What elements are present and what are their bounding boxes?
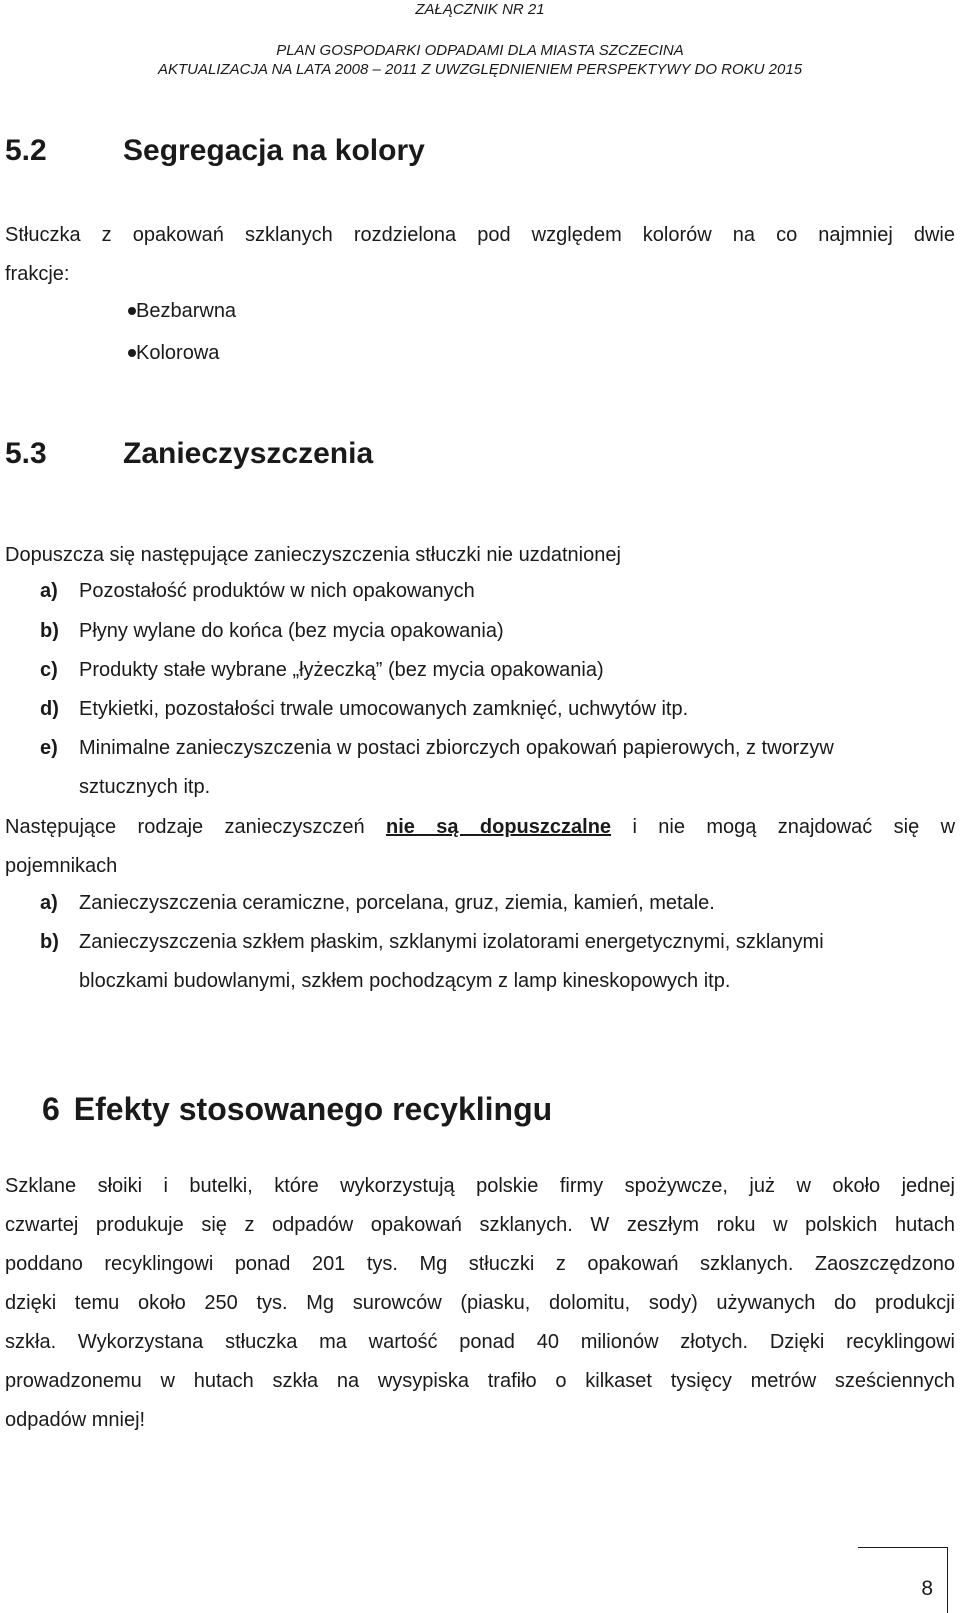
paragraph-line — [5, 808, 955, 847]
section-number: 6 — [42, 1091, 60, 1127]
paragraph-line: pojemnikach — [5, 855, 118, 877]
list-label: b) — [40, 620, 59, 642]
paragraph-line: prowadzonemu w hutach szkła na wysypiska trafiło o kilkaset tysięcy metrów sześciennych — [5, 1370, 955, 1392]
paragraph-line: poddano recyklingowi ponad 201 tys. Mg stłuczki z opakowań szklanych. Zaoszczędzono — [5, 1253, 955, 1275]
bullet-item: Bezbarwna — [136, 300, 237, 322]
list-label: a) — [40, 580, 58, 602]
section-5-3-heading — [5, 436, 373, 472]
paragraph-line: Stłuczka z opakowań szklanych rozdzielona pod względem kolorów na co najmniej dwie — [5, 224, 955, 246]
list-text: Pozostałość produktów w nich opakowanych — [79, 580, 475, 602]
paragraph-line: dzięki temu około 250 tys. Mg surowców (piasku, dolomitu, sody) używanych do produkcji — [5, 1292, 955, 1314]
section-number: 5.2 — [5, 134, 47, 167]
paragraph-line: odpadów mniej! — [5, 1409, 146, 1431]
section-title: Efekty stosowanego recyklingu — [73, 1091, 553, 1127]
emphasis-underlined: nie są dopuszczalne — [386, 816, 612, 838]
list-label: e) — [40, 737, 58, 759]
section-title: Zanieczyszczenia — [123, 437, 374, 470]
section-5-2-heading — [5, 133, 425, 169]
header-update: AKTUALIZACJA NA LATA 2008 – 2011 Z UWZGLĘDNIENIEM PERSPEKTYWY DO ROKU 2015 — [157, 61, 803, 78]
paragraph-line: Szklane słoiki i butelki, które wykorzystują polskie firmy spożywcze, już w około jednej — [5, 1175, 955, 1197]
list-label: d) — [40, 698, 59, 720]
list-text: Etykietki, pozostałości trwale umocowanych zamknięć, uchwytów itp. — [79, 698, 689, 720]
list-text-continuation: sztucznych itp. — [79, 776, 211, 798]
list-text-continuation: bloczkami budowlanymi, szkłem pochodzącym z lamp kineskopowych itp. — [79, 970, 731, 992]
paragraph-line: czwartej produkuje się z odpadów opakowań szklanych. W zeszłym roku w polskich hutach — [5, 1214, 955, 1236]
paragraph-line: szkła. Wykorzystana stłuczka ma wartość ponad 40 milionów złotych. Dzięki recyklingowi — [5, 1331, 955, 1353]
paragraph-line: Dopuszcza się następujące zanieczyszczenia stłuczki nie uzdatnionej — [5, 544, 621, 566]
list-label: b) — [40, 931, 59, 953]
bullet-dot — [128, 307, 136, 315]
paragraph-line: frakcje: — [5, 263, 70, 285]
text-run: i nie mogą znajdować się w — [632, 816, 956, 838]
page-number-frame-side — [947, 1547, 948, 1613]
page-number-frame-top — [858, 1547, 947, 1548]
bullet-dot — [128, 349, 136, 357]
section-number: 5.3 — [5, 437, 47, 470]
list-text: Płyny wylane do końca (bez mycia opakowania) — [79, 620, 504, 642]
bullet-item: Kolorowa — [136, 342, 220, 364]
list-text: Zanieczyszczenia ceramiczne, porcelana, gruz, ziemia, kamień, metale. — [79, 892, 715, 914]
list-text: Zanieczyszczenia szkłem płaskim, szklanymi izolatorami energetycznymi, szklanymi — [79, 931, 824, 953]
text-run: Następujące rodzaje zanieczyszczeń — [5, 816, 365, 838]
list-label: a) — [40, 892, 58, 914]
list-text: Produkty stałe wybrane „łyżeczką” (bez mycia opakowania) — [79, 659, 604, 681]
header-plan-title: PLAN GOSPODARKI ODPADAMI DLA MIASTA SZCZECINA — [276, 42, 684, 59]
list-label: c) — [40, 659, 58, 681]
section-6-heading — [42, 1090, 552, 1128]
header-annex: ZAŁĄCZNIK NR 21 — [415, 1, 545, 18]
list-text: Minimalne zanieczyszczenia w postaci zbiorczych opakowań papierowych, z tworzyw — [79, 737, 834, 759]
section-title: Segregacja na kolory — [123, 134, 425, 167]
page-number: 8 — [921, 1577, 933, 1600]
